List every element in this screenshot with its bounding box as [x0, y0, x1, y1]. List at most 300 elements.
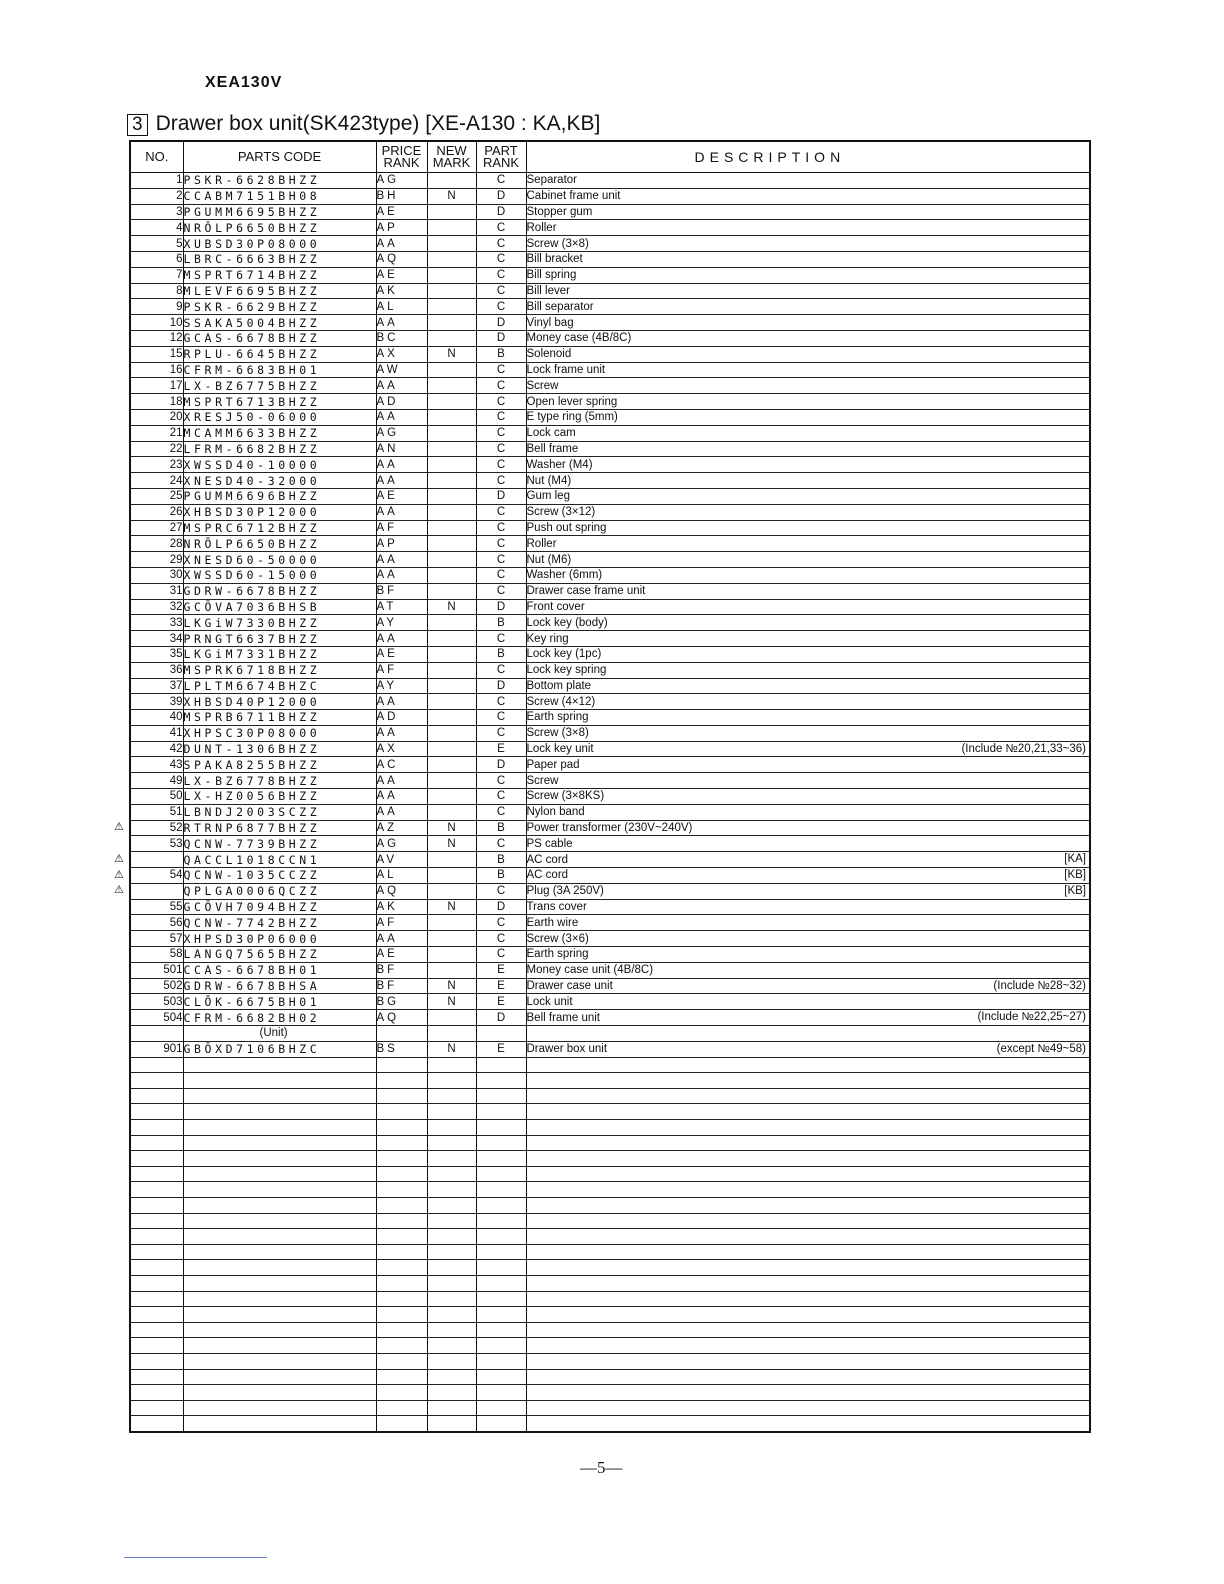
- empty-cell: [183, 1104, 376, 1120]
- row-parts-code: (Unit): [183, 1026, 376, 1042]
- table-row: [130, 441, 1090, 457]
- row-description: [526, 947, 1090, 963]
- empty-cell: [130, 1416, 183, 1432]
- table-row: [130, 267, 1090, 283]
- row-price-rank: AK: [376, 283, 427, 299]
- table-row: [130, 488, 1090, 504]
- row-new-mark: [427, 457, 476, 473]
- row-description: [526, 694, 1090, 710]
- empty-cell: [130, 1400, 183, 1416]
- row-price-rank: AL: [376, 868, 427, 884]
- empty-cell: [183, 1291, 376, 1307]
- row-new-mark: [427, 552, 476, 568]
- row-no: 27: [130, 520, 183, 536]
- row-description-text: Screw (3×8): [526, 237, 589, 250]
- empty-cell: [376, 1275, 427, 1291]
- row-price-rank: AX: [376, 741, 427, 757]
- row-parts-code: LX-HZ0056BHZZ: [183, 789, 376, 805]
- empty-cell: [376, 1057, 427, 1073]
- row-part-rank: C: [476, 789, 526, 805]
- empty-cell: [427, 1151, 476, 1167]
- row-parts-code: XHBSD30P12000: [183, 504, 376, 520]
- row-no: 29: [130, 552, 183, 568]
- row-parts-code: MSPRT6713BHZZ: [183, 394, 376, 410]
- row-new-mark: N: [427, 836, 476, 852]
- row-no: 22: [130, 441, 183, 457]
- row-new-mark: [427, 536, 476, 552]
- table-row: [130, 409, 1090, 425]
- row-parts-code: LBNDJ2003SCZZ: [183, 804, 376, 820]
- row-price-rank: AQ: [376, 883, 427, 899]
- row-description: [526, 994, 1090, 1010]
- row-price-rank: AW: [376, 362, 427, 378]
- row-no: 502: [130, 978, 183, 994]
- row-description: [526, 583, 1090, 599]
- row-part-rank: C: [476, 425, 526, 441]
- row-description-text: Lock key spring: [526, 664, 607, 677]
- row-part-rank: B: [476, 346, 526, 362]
- row-new-mark: N: [427, 820, 476, 836]
- row-price-rank: AE: [376, 267, 427, 283]
- row-price-rank: AD: [376, 394, 427, 410]
- empty-table-row: [130, 1073, 1090, 1089]
- row-price-rank: AQ: [376, 1010, 427, 1026]
- row-no: 25: [130, 488, 183, 504]
- row-description: [526, 362, 1090, 378]
- empty-table-row: [130, 1307, 1090, 1323]
- row-description-text: Front cover: [526, 600, 585, 613]
- row-new-mark: [427, 330, 476, 346]
- empty-cell: [130, 1166, 183, 1182]
- row-no: 50: [130, 789, 183, 805]
- row-parts-code: XHPSD30P06000: [183, 931, 376, 947]
- row-part-rank: C: [476, 536, 526, 552]
- row-parts-code: GCŌVA7036BHSB: [183, 599, 376, 615]
- empty-cell: [476, 1135, 526, 1151]
- row-parts-code: MSPRB6711BHZZ: [183, 710, 376, 726]
- table-row: [130, 947, 1090, 963]
- row-description: [526, 315, 1090, 331]
- empty-cell: [427, 1244, 476, 1260]
- table-row: [130, 583, 1090, 599]
- table-row: [130, 425, 1090, 441]
- empty-cell: [526, 1229, 1090, 1245]
- row-no: 55: [130, 899, 183, 915]
- warning-triangle-icon: ⚠: [114, 884, 124, 897]
- empty-cell: [427, 1416, 476, 1432]
- table-row: [130, 362, 1090, 378]
- row-parts-code: XNESD60-50000: [183, 552, 376, 568]
- row-new-mark: [427, 567, 476, 583]
- row-note: [KA]: [1064, 853, 1086, 866]
- empty-cell: [183, 1197, 376, 1213]
- row-part-rank: C: [476, 931, 526, 947]
- row-description-text: Lock key (1pc): [526, 648, 602, 661]
- empty-cell: [526, 1291, 1090, 1307]
- empty-cell: [526, 1353, 1090, 1369]
- row-price-rank: AC: [376, 757, 427, 773]
- empty-cell: [130, 1275, 183, 1291]
- empty-cell: [427, 1338, 476, 1354]
- table-row: [130, 473, 1090, 489]
- row-new-mark: [427, 631, 476, 647]
- empty-cell: [376, 1073, 427, 1089]
- empty-cell: [130, 1057, 183, 1073]
- row-price-rank: AX: [376, 346, 427, 362]
- row-description: [526, 899, 1090, 915]
- empty-cell: [427, 1073, 476, 1089]
- row-description-text: Screw (3×8KS): [526, 790, 605, 803]
- empty-cell: [427, 1353, 476, 1369]
- row-new-mark: [427, 283, 476, 299]
- table-row: [130, 599, 1090, 615]
- row-price-rank: AP: [376, 220, 427, 236]
- row-price-rank: AQ: [376, 251, 427, 267]
- row-description-text: Earth spring: [526, 711, 589, 724]
- row-description-text: Open lever spring: [526, 395, 618, 408]
- row-part-rank: C: [476, 441, 526, 457]
- column-header-no: NO.: [130, 141, 183, 173]
- empty-cell: [376, 1322, 427, 1338]
- table-row: [130, 757, 1090, 773]
- row-no: 7: [130, 267, 183, 283]
- row-description-text: Bell frame: [526, 442, 579, 455]
- table-row: [130, 631, 1090, 647]
- empty-cell: [427, 1197, 476, 1213]
- row-description: [526, 378, 1090, 394]
- row-description-text: Vinyl bag: [526, 316, 574, 329]
- row-new-mark: [427, 409, 476, 425]
- row-price-rank: AA: [376, 931, 427, 947]
- row-description-text: Paper pad: [526, 758, 580, 771]
- row-description: [526, 868, 1090, 884]
- empty-cell: [427, 1385, 476, 1401]
- parts-table: [129, 140, 1091, 1433]
- empty-table-row: [130, 1291, 1090, 1307]
- row-part-rank: C: [476, 836, 526, 852]
- column-header-part-rank: PART RANK: [476, 141, 526, 173]
- empty-cell: [526, 1088, 1090, 1104]
- table-row: [130, 883, 1090, 899]
- empty-cell: [476, 1151, 526, 1167]
- empty-cell: [376, 1369, 427, 1385]
- empty-cell: [183, 1213, 376, 1229]
- empty-cell: [376, 1307, 427, 1323]
- empty-cell: [427, 1213, 476, 1229]
- empty-cell: [183, 1182, 376, 1198]
- table-row: [130, 868, 1090, 884]
- row-part-rank: C: [476, 804, 526, 820]
- row-new-mark: [427, 773, 476, 789]
- table-row: [130, 315, 1090, 331]
- row-parts-code: XHPSC30P08000: [183, 725, 376, 741]
- empty-cell: [130, 1182, 183, 1198]
- row-new-mark: [427, 931, 476, 947]
- row-new-mark: [427, 662, 476, 678]
- row-parts-code: XUBSD30P08000: [183, 236, 376, 252]
- row-description-text: Drawer case unit: [526, 980, 613, 993]
- row-parts-code: LKGiM7331BHZZ: [183, 646, 376, 662]
- row-part-rank: C: [476, 299, 526, 315]
- empty-cell: [376, 1120, 427, 1136]
- row-new-mark: N: [427, 1041, 476, 1057]
- empty-cell: [183, 1369, 376, 1385]
- row-new-mark: [427, 504, 476, 520]
- row-price-rank: AT: [376, 599, 427, 615]
- empty-cell: [376, 1213, 427, 1229]
- empty-cell: [476, 1182, 526, 1198]
- row-description-text: Stopper gum: [526, 205, 593, 218]
- empty-cell: [476, 1260, 526, 1276]
- row-parts-code: GDRW-6678BHZZ: [183, 583, 376, 599]
- row-new-mark: [427, 236, 476, 252]
- row-description: [526, 299, 1090, 315]
- row-description: [526, 441, 1090, 457]
- row-part-rank: C: [476, 473, 526, 489]
- empty-cell: [130, 1073, 183, 1089]
- warning-triangle-icon: ⚠: [114, 868, 124, 881]
- empty-cell: [183, 1073, 376, 1089]
- empty-cell: [526, 1307, 1090, 1323]
- row-description: [526, 504, 1090, 520]
- row-part-rank: C: [476, 409, 526, 425]
- row-description-text: Screw (4×12): [526, 695, 596, 708]
- row-part-rank: C: [476, 267, 526, 283]
- row-new-mark: [427, 1010, 476, 1026]
- row-new-mark: [427, 741, 476, 757]
- row-no: 21: [130, 425, 183, 441]
- table-row: [130, 678, 1090, 694]
- empty-table-row: [130, 1275, 1090, 1291]
- row-description-text: Earth wire: [526, 916, 579, 929]
- row-no: 57: [130, 931, 183, 947]
- table-row: [130, 346, 1090, 362]
- empty-cell: [427, 1166, 476, 1182]
- table-row: [130, 567, 1090, 583]
- row-new-mark: [427, 962, 476, 978]
- row-price-rank: BH: [376, 188, 427, 204]
- row-new-mark: [427, 425, 476, 441]
- row-description: [526, 678, 1090, 694]
- row-part-rank: C: [476, 662, 526, 678]
- empty-cell: [183, 1229, 376, 1245]
- empty-cell: [376, 1088, 427, 1104]
- row-price-rank: AA: [376, 789, 427, 805]
- empty-cell: [526, 1057, 1090, 1073]
- row-part-rank: C: [476, 283, 526, 299]
- row-description: [526, 552, 1090, 568]
- row-description: [526, 662, 1090, 678]
- row-no: 12: [130, 330, 183, 346]
- row-description-text: Power transformer (230V~240V): [526, 822, 693, 835]
- row-note: (Include №28~32): [993, 979, 1086, 992]
- table-row: [130, 646, 1090, 662]
- row-no: 51: [130, 804, 183, 820]
- row-no: 41: [130, 725, 183, 741]
- row-new-mark: [427, 299, 476, 315]
- empty-cell: [476, 1322, 526, 1338]
- empty-table-row: [130, 1244, 1090, 1260]
- row-price-rank: AA: [376, 473, 427, 489]
- row-price-rank: AA: [376, 457, 427, 473]
- empty-cell: [183, 1244, 376, 1260]
- empty-cell: [130, 1213, 183, 1229]
- row-description-text: PS cable: [526, 837, 573, 850]
- row-parts-code: QCNW-1035CCZZ: [183, 868, 376, 884]
- empty-cell: [526, 1322, 1090, 1338]
- row-parts-code: XHBSD40P12000: [183, 694, 376, 710]
- row-description-text: Screw (3×8): [526, 727, 589, 740]
- row-new-mark: [427, 251, 476, 267]
- empty-cell: [476, 1197, 526, 1213]
- row-price-rank: AF: [376, 662, 427, 678]
- empty-cell: [476, 1088, 526, 1104]
- empty-cell: [130, 1353, 183, 1369]
- table-row: [130, 694, 1090, 710]
- row-parts-code: MSPRK6718BHZZ: [183, 662, 376, 678]
- row-no: [130, 852, 183, 868]
- row-part-rank: B: [476, 646, 526, 662]
- row-part-rank: C: [476, 883, 526, 899]
- parts-table-body: [130, 173, 1090, 1432]
- row-description-text: Bill separator: [526, 300, 594, 313]
- row-no: 33: [130, 615, 183, 631]
- table-row: [130, 299, 1090, 315]
- row-description-text: Key ring: [526, 632, 569, 645]
- row-price-rank: AA: [376, 631, 427, 647]
- empty-table-row: [130, 1369, 1090, 1385]
- row-parts-code: GCŌVH7094BHZZ: [183, 899, 376, 915]
- row-description-text: AC cord: [526, 869, 569, 882]
- empty-table-row: [130, 1338, 1090, 1354]
- empty-cell: [427, 1400, 476, 1416]
- row-no: 5: [130, 236, 183, 252]
- row-no: 52: [130, 820, 183, 836]
- empty-cell: [526, 1151, 1090, 1167]
- empty-table-row: [130, 1213, 1090, 1229]
- empty-cell: [476, 1338, 526, 1354]
- empty-cell: [130, 1322, 183, 1338]
- row-parts-code: PRNGT6637BHZZ: [183, 631, 376, 647]
- row-description: [526, 615, 1090, 631]
- row-no: 2: [130, 188, 183, 204]
- table-row: [130, 251, 1090, 267]
- row-description: [526, 536, 1090, 552]
- empty-cell: [376, 1385, 427, 1401]
- empty-cell: [476, 1229, 526, 1245]
- row-parts-code: QCNW-7739BHZZ: [183, 836, 376, 852]
- empty-cell: [526, 1275, 1090, 1291]
- row-parts-code: GDRW-6678BHSA: [183, 978, 376, 994]
- column-header-parts-code: PARTS CODE: [183, 141, 376, 173]
- row-description-text: Nut (M6): [526, 553, 572, 566]
- row-description-text: Trans cover: [526, 901, 587, 914]
- row-no: 17: [130, 378, 183, 394]
- row-description-text: Plug (3A 250V): [526, 885, 604, 898]
- row-part-rank: C: [476, 631, 526, 647]
- row-no: 3: [130, 204, 183, 220]
- row-price-rank: BF: [376, 583, 427, 599]
- table-row: [130, 994, 1090, 1010]
- empty-cell: [130, 1197, 183, 1213]
- empty-table-row: [130, 1197, 1090, 1213]
- empty-cell: [526, 1416, 1090, 1432]
- row-description: [526, 836, 1090, 852]
- row-new-mark: [427, 804, 476, 820]
- row-description-text: E type ring (5mm): [526, 411, 618, 424]
- empty-table-row: [130, 1057, 1090, 1073]
- row-price-rank: AA: [376, 694, 427, 710]
- row-description-text: Screw: [526, 379, 559, 392]
- row-part-rank: B: [476, 615, 526, 631]
- row-parts-code: NRŌLP6650BHZZ: [183, 220, 376, 236]
- table-row: [130, 394, 1090, 410]
- row-description-text: Roller: [526, 537, 557, 550]
- table-row: [130, 1026, 1090, 1042]
- row-description-text: Gum leg: [526, 490, 570, 503]
- empty-cell: [130, 1244, 183, 1260]
- row-price-rank: AA: [376, 725, 427, 741]
- row-description-text: Lock frame unit: [526, 363, 606, 376]
- row-price-rank: [376, 1026, 427, 1042]
- row-parts-code: LFRM-6682BHZZ: [183, 441, 376, 457]
- row-no: 6: [130, 251, 183, 267]
- row-new-mark: [427, 678, 476, 694]
- empty-cell: [130, 1385, 183, 1401]
- row-description: [526, 710, 1090, 726]
- row-part-rank: B: [476, 852, 526, 868]
- empty-cell: [183, 1120, 376, 1136]
- row-description: [526, 852, 1090, 868]
- row-description: [526, 567, 1090, 583]
- row-new-mark: [427, 710, 476, 726]
- empty-cell: [427, 1057, 476, 1073]
- row-no: 28: [130, 536, 183, 552]
- row-part-rank: E: [476, 978, 526, 994]
- empty-cell: [526, 1197, 1090, 1213]
- row-parts-code: MCAMM6633BHZZ: [183, 425, 376, 441]
- row-new-mark: [427, 615, 476, 631]
- empty-cell: [476, 1307, 526, 1323]
- row-description: [526, 394, 1090, 410]
- row-description: [526, 804, 1090, 820]
- row-description-text: Nut (M4): [526, 474, 572, 487]
- row-new-mark: [427, 173, 476, 189]
- row-part-rank: C: [476, 520, 526, 536]
- row-description-text: Lock unit: [526, 995, 573, 1008]
- row-part-rank: D: [476, 678, 526, 694]
- row-parts-code: PGUMM6695BHZZ: [183, 204, 376, 220]
- row-part-rank: C: [476, 694, 526, 710]
- row-part-rank: [476, 1026, 526, 1042]
- empty-cell: [476, 1213, 526, 1229]
- row-description: [526, 520, 1090, 536]
- row-note: (Include №22,25~27): [977, 1011, 1086, 1024]
- empty-cell: [427, 1104, 476, 1120]
- table-row: [130, 173, 1090, 189]
- row-description-text: Money case (4B/8C): [526, 332, 632, 345]
- empty-cell: [183, 1135, 376, 1151]
- empty-cell: [526, 1135, 1090, 1151]
- row-new-mark: [427, 646, 476, 662]
- row-parts-code: QCNW-7742BHZZ: [183, 915, 376, 931]
- row-no: 31: [130, 583, 183, 599]
- row-part-rank: C: [476, 773, 526, 789]
- row-parts-code: LPLTM6674BHZC: [183, 678, 376, 694]
- row-price-rank: AA: [376, 567, 427, 583]
- row-description-text: Bell frame unit: [526, 1011, 601, 1024]
- row-part-rank: D: [476, 488, 526, 504]
